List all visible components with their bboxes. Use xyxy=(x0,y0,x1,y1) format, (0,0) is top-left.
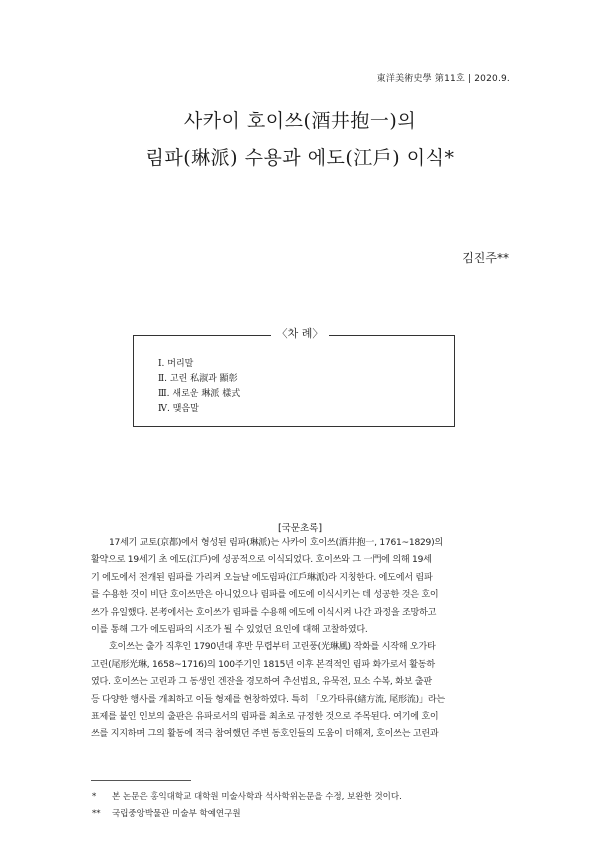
abstract-line: 였다. 호이쓰는 고린과 그 동생인 겐잔을 경모하여 추선법요, 유묵전, 묘소 수복, 화보 출판 xyxy=(91,677,432,688)
footnote xyxy=(92,790,402,802)
abstract-heading: [국문초록] xyxy=(277,523,323,534)
abstract-line: 활약으로 19세기 초 에도(江戶)에 성공적으로 이식되었다. 호이쓰와 그 一門에 의해 19세 xyxy=(91,555,432,566)
abstract-line: 쓰가 유일했다. 본考에서는 호이쓰가 림파를 수용해 에도에 이식시켜 나간 과정을 조망하고 xyxy=(91,607,437,618)
footnote-mark: ** xyxy=(92,809,101,819)
abstract-line: 등 다양한 행사를 개최하고 이들 형제를 현창하였다. 특히 「오가타류(緖方流, 尾形流)」라는 xyxy=(91,694,445,705)
toc-item: Ⅳ. 맺음말 xyxy=(158,404,199,414)
abstract-line: 이를 통해 그가 에도림파의 시조가 될 수 있었던 요인에 대해 고찰하였다. xyxy=(91,624,368,635)
footnote-mark: * xyxy=(92,792,97,802)
toc-item: Ⅲ. 새로운 琳派 樣式 xyxy=(158,389,241,399)
toc-item: Ⅱ. 고린 私淑과 顯彰 xyxy=(158,374,238,384)
footnote-divider xyxy=(91,780,191,781)
toc-list xyxy=(158,357,240,417)
footnote-text: 국립중앙박물관 미술부 학예연구원 xyxy=(112,809,241,819)
toc-heading: 〈차 례〉 xyxy=(0,325,600,341)
abstract-line: 고린(尾形光琳, 1658~1716)의 100주기인 1815년 이후 본격적인 림파 화가로서 활동하 xyxy=(91,659,435,670)
footnote-text: 본 논문은 홍익대학교 대학원 미술사학과 석사학위논문을 수정, 보완한 것이다. xyxy=(112,792,402,802)
paper-title-line2: 림파(琳派) 수용과 에도(江戶) 이식* xyxy=(145,147,455,169)
abstract-line: 17세기 교토(京都)에서 형성된 림파(琳派)는 사카이 호이쓰(酒井抱一, 1761~1829)의 xyxy=(109,538,443,548)
abstract-body xyxy=(91,535,509,744)
footnote xyxy=(92,807,241,819)
abstract-line: 표제를 붙인 인보의 출판은 유파로서의 림파를 최초로 규정한 것으로 주목된다. 여기에 호이 xyxy=(91,711,439,722)
paper-title-line1: 사카이 호이쓰(酒井抱一)의 xyxy=(183,110,417,132)
abstract-line: 쓰를 지지하며 그의 활동에 적극 참여했던 주변 동호인들의 도움이 더해져, 호이쓰는 고린과 xyxy=(91,729,439,740)
abstract-line: 호이쓰는 출가 직후인 1790년대 후반 무렵부터 고린풍(光琳風) 작화를 시작해 오가타 xyxy=(109,642,436,653)
abstract-line: 를 수용한 것이 비단 호이쓰만은 아니었으나 림파를 에도에 이식시키는 데 성공한 것은 호이 xyxy=(91,590,439,601)
toc-item: Ⅰ. 머리말 xyxy=(158,359,194,369)
author-name: 김진주** xyxy=(462,251,509,265)
abstract-line: 기 에도에서 전개된 림파를 가리켜 오늘날 에도림파(江戶琳派)라 지칭한다. 에도에서 림파 xyxy=(91,572,433,583)
journal-header: 東洋美術史學 第11호 | 2020.9. xyxy=(376,74,510,84)
